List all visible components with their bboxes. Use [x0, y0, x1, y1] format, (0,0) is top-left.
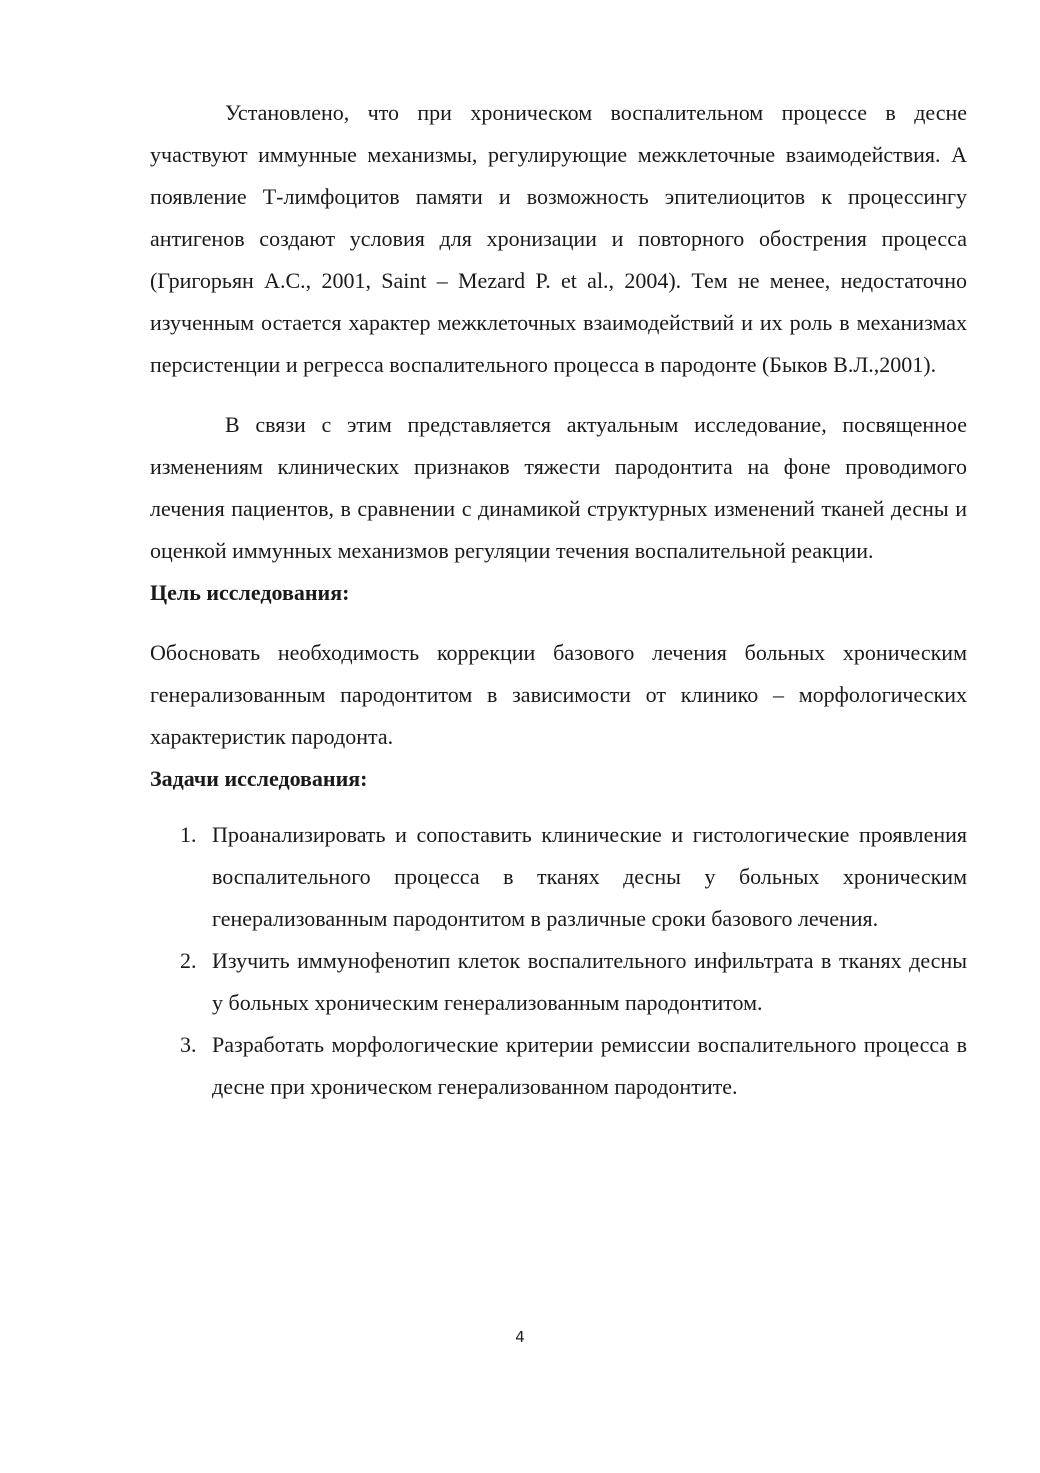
- task-text: Разработать морфологические критерии ремиссии воспалительного процесса в десне при хроническом генерализованном пародонтите.: [212, 1032, 967, 1099]
- tasks-heading: Задачи исследования:: [150, 766, 368, 791]
- task-item: [150, 814, 967, 940]
- task-number: 2.: [180, 948, 197, 973]
- paragraph-relevance: В связи с этим представляется актуальным исследование, посвященное изменениям клинических признаков тяжести пародонтита на фоне проводимого лечения пациентов, в сравнении с динамикой структурных изменений тканей десны и оценкой иммунных механизмов регуляции течения воспалительной реакции.: [150, 412, 967, 563]
- paragraph-immune-mechanisms: Установлено, что при хроническом воспалительном процессе в десне участвуют иммунные механизмы, регулирующие межклеточные взаимодействия. А появление Т-лимфоцитов памяти и возможность эпителиоцитов к процессингу антигенов создают условия для хронизации и повторного обострения процесса (Григорьян А.С., 2001, Saint – Mezard P. et al., 2004). Тем не менее, недостаточно изученным остается характер межклеточных взаимодействий и их роль в механизмах персистенции и регресса воспалительного процесса в пародонте (Быков В.Л.,2001).: [150, 100, 967, 377]
- task-number: 1.: [180, 822, 197, 847]
- tasks-list: [150, 814, 967, 1108]
- page-number: 4: [515, 1328, 525, 1346]
- document-page: [150, 92, 967, 1108]
- goal-heading: Цель исследования:: [150, 580, 350, 605]
- task-text: Проанализировать и сопоставить клинические и гистологические проявления воспалительного процесса в тканях десны у больных хроническим генерализованным пародонтитом в различные сроки базового лечения.: [212, 822, 967, 931]
- goal-text: Обосновать необходимость коррекции базового лечения больных хроническим генерализованным пародонтитом в зависимости от клинико – морфологических характеристик пародонта.: [150, 640, 967, 749]
- task-item: [150, 1024, 967, 1108]
- task-number: 3.: [180, 1032, 197, 1057]
- task-item: [150, 940, 967, 1024]
- task-text: Изучить иммунофенотип клеток воспалительного инфильтрата в тканях десны у больных хроническим генерализованным пародонтитом.: [212, 948, 967, 1015]
